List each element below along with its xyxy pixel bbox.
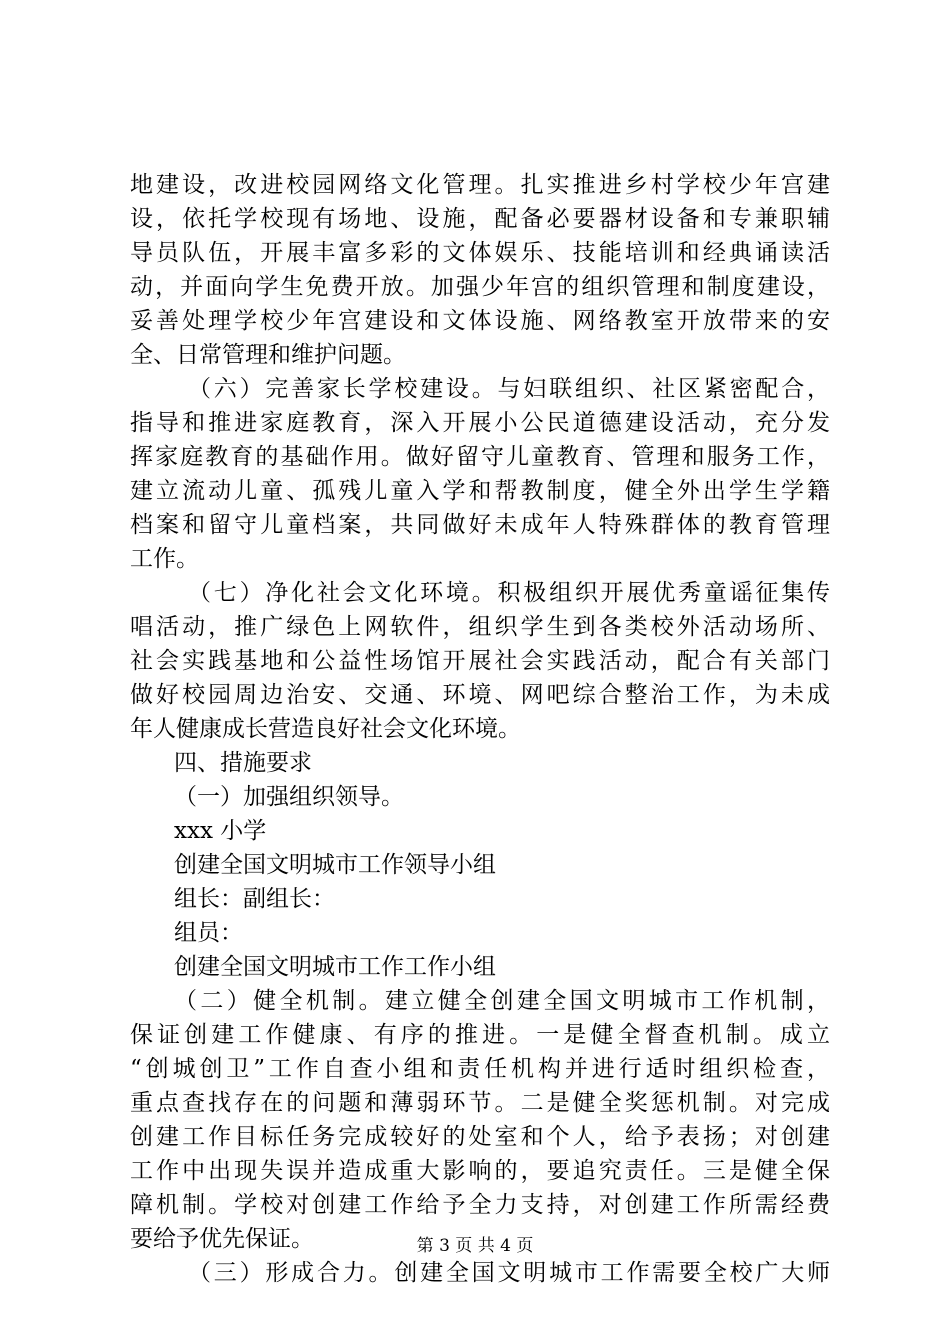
text-line: 障机制。学校对创建工作给予全力支持，对创建工作所需经费: [130, 1192, 830, 1218]
text-line: 建立流动儿童、孤残儿童入学和帮教制度，健全外出学生学籍: [130, 478, 830, 504]
group-name: 创建全国文明城市工作领导小组: [174, 852, 496, 878]
text-line: 指导和推进家庭教育，深入开展小公民道德建设活动，充分发: [130, 410, 830, 436]
text-line: 年人健康成长营造良好社会文化环境。: [130, 716, 521, 742]
text-line: 挥家庭教育的基础作用。做好留守儿童教育、管理和服务工作，: [130, 444, 830, 470]
document-body: [130, 168, 830, 1290]
text-line: 妥善处理学校少年宫建设和文体设施、网络教室开放带来的安: [130, 308, 830, 334]
text-line: “创城创卫”工作自查小组和责任机构并进行适时组织检查，: [130, 1056, 830, 1082]
text-line: 保证创建工作健康、有序的推进。一是健全督查机制。成立: [130, 1022, 830, 1048]
text-line: 要给予优先保证。: [130, 1226, 314, 1252]
text-line: 工作中出现失误并造成重大影响的，要追究责任。三是健全保: [130, 1158, 830, 1184]
section-heading-line: （六）完善家长学校建设。与妇联组织、社区紧密配合，: [188, 376, 830, 402]
page-footer: 第 3 页 共 4 页: [416, 1236, 534, 1256]
group-name: 创建全国文明城市工作工作小组: [174, 954, 496, 980]
text-line: 社会实践基地和公益性场馆开展社会实践活动，配合有关部门: [130, 648, 830, 674]
section-heading-line: （三）形成合力。创建全国文明城市工作需要全校广大师: [188, 1260, 830, 1286]
text-line: 档案和留守儿童档案，共同做好未成年人特殊群体的教育管理: [130, 512, 830, 538]
group-members: 组员：: [174, 920, 243, 946]
section-heading-line: （二）健全机制。建立健全创建全国文明城市工作机制，: [174, 988, 830, 1014]
text-line: 动，并面向学生免费开放。加强少年宫的组织管理和制度建设，: [130, 274, 830, 300]
text-line: 导员队伍，开展丰富多彩的文体娱乐、技能培训和经典诵读活: [130, 240, 830, 266]
subsection-title: （一）加强组织领导。: [174, 784, 404, 810]
text-line: 做好校园周边治安、交通、环境、网吧综合整治工作，为未成: [130, 682, 830, 708]
section-heading-line: （七）净化社会文化环境。积极组织开展优秀童谣征集传: [188, 580, 830, 606]
text-line: 重点查找存在的问题和薄弱环节。二是健全奖惩机制。对完成: [130, 1090, 830, 1116]
text-line: 设，依托学校现有场地、设施，配备必要器材设备和专兼职辅: [130, 206, 830, 232]
text-line: 工作。: [130, 546, 199, 572]
text-line: 创建工作目标任务完成较好的处室和个人，给予表扬；对创建: [130, 1124, 830, 1150]
text-line: 唱活动，推广绿色上网软件，组织学生到各类校外活动场所、: [130, 614, 830, 640]
text-line: 地建设，改进校园网络文化管理。扎实推进乡村学校少年宫建: [130, 172, 830, 198]
school-name: xxx 小学: [174, 818, 267, 844]
text-line: 全、日常管理和维护问题。: [130, 342, 406, 368]
group-leaders: 组长：副组长：: [174, 886, 335, 912]
section-title: 四、措施要求: [174, 750, 312, 776]
